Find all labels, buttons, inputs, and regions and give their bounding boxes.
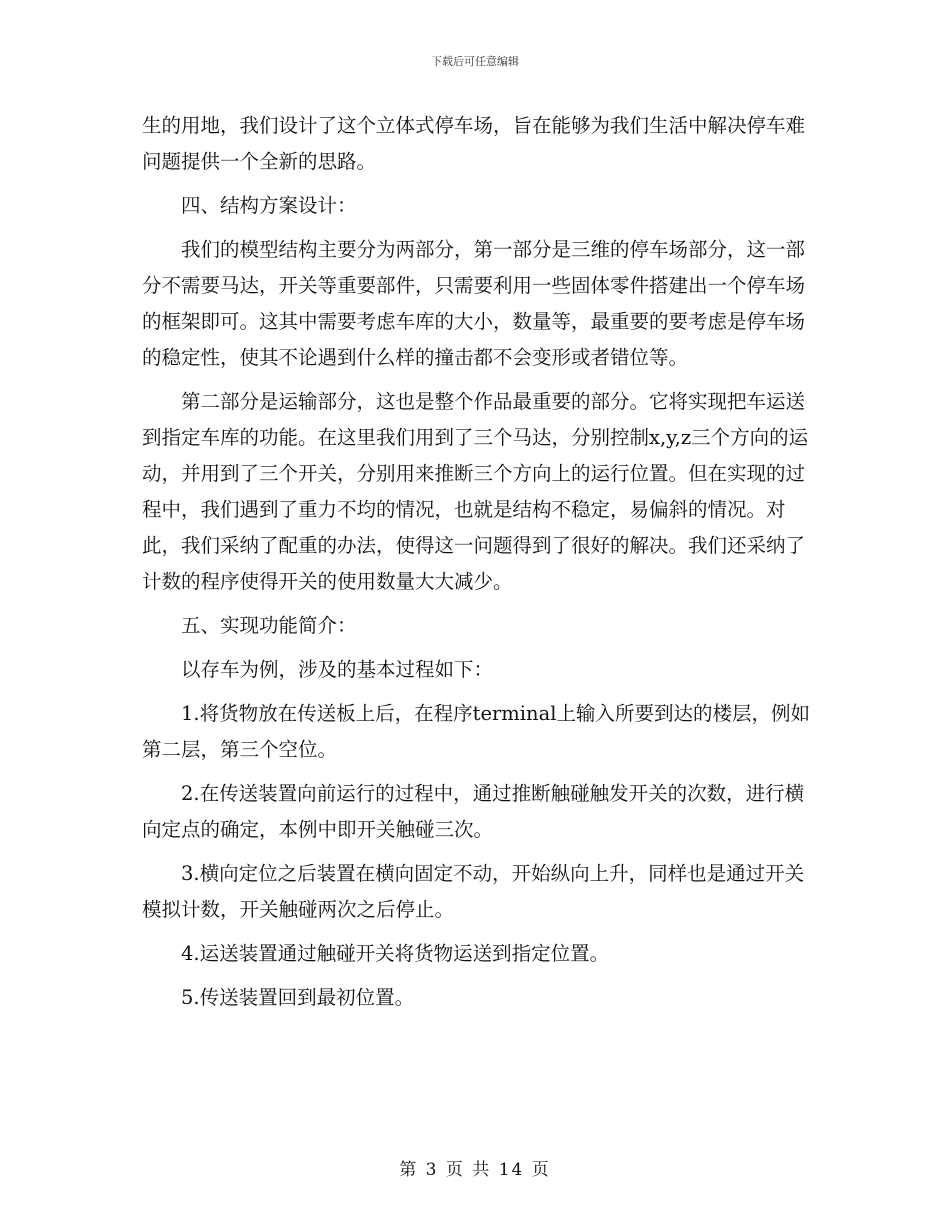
document-body: [142, 108, 810, 1016]
step-item-2: 2.在传送装置向前运行的过程中，通过推断触碰触发开关的次数，进行横向定点的确定，本例中即开关触碰三次。: [142, 782, 805, 841]
step-item-3: 3.横向定位之后装置在横向固定不动，开始纵向上升，同样也是通过开关模拟计数，开关触碰两次之后停止。: [142, 862, 805, 921]
section-heading-structure: 四、结构方案设计：: [181, 194, 357, 217]
step-item-5: 5.传送装置回到最初位置。: [181, 986, 415, 1009]
step-item-4: 4.运送装置通过触碰开关将货物运送到指定位置。: [181, 942, 610, 965]
paragraph-intro: 以存车为例，涉及的基本过程如下：: [181, 658, 494, 681]
section-heading-functions: 五、实现功能简介：: [181, 614, 357, 637]
paragraph-structure-part2: 第二部分是运输部分，这也是整个作品最重要的部分。它将实现把车运送到指定车库的功能。在这里我们用到了三个马达，分别控制x,y,z三个方向的运动，并用到了三个开关，分别用来推断三个方向上的运行位置。但在实现的过程中，我们遇到了重力不均的情况，也就是结构不稳定，易偏斜的情况。对此，我们采纳了配重的办法，使得这一问题得到了很好的解决。我们还采纳了计数的程序使得开关的使用数量大大减少。: [142, 390, 809, 593]
page-number: 第 3 页 共 14 页: [399, 1160, 551, 1180]
page-header: 下载后可任意编辑: [431, 55, 519, 68]
step-item-1: 1.将货物放在传送板上后，在程序terminal上输入所要到达的楼层，例如第二层，第三个空位。: [142, 702, 810, 761]
paragraph-structure-part1: 我们的模型结构主要分为两部分，第一部分是三维的停车场部分，这一部分不需要马达，开关等重要部件，只需要利用一些固体零件搭建出一个停车场的框架即可。这其中需要考虑车库的大小，数量等，最重要的要考虑是停车场的稳定性，使其不论遇到什么样的撞击都不会变形或者错位等。: [142, 238, 806, 369]
paragraph-continuation: 生的用地，我们设计了这个立体式停车场，旨在能够为我们生活中解决停车难问题提供一个全新的思路。: [142, 114, 806, 173]
